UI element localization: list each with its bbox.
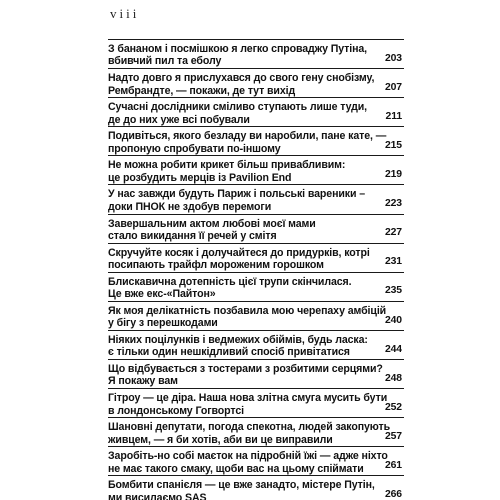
toc-entry-title-line: З бананом і посмішкою я легко спроваджу Путіна, — [108, 43, 368, 55]
toc-entry-title-line: є тільки один нешкідливий спосіб привітатися — [108, 346, 350, 359]
toc-entry-title-line: Скручуйте косяк і долучайтеся до придурків, котрі — [108, 246, 370, 259]
toc-entry-page-number: 261 — [384, 460, 402, 471]
toc-entry-title-line: Бомбити спанієля — це вже занадто, містере Путін, — [108, 479, 375, 492]
toc-entry-title-line: Як моя делікатність позбавила мою черепаху амбіцій — [108, 304, 387, 317]
toc-entry-title-line: де до них уже всі побували — [108, 113, 250, 126]
toc-entry-title-line: посипають трайфл мороженим горошком — [108, 259, 324, 272]
toc-entry-title-line: це розбудить мерців із Pavilion End — [108, 171, 292, 184]
toc-entry[interactable] — [108, 184, 404, 213]
toc-entry[interactable] — [108, 359, 404, 388]
toc-entry-title-line: Заробіть-но собі маєток на підробній їжі — адже ніхто — [108, 450, 388, 463]
toc-entry-title-line: Сучасні дослідники сміливо ступають лише туди, — [108, 101, 367, 114]
toc-entry-title-line: в лондонському Гогвортсі — [108, 404, 244, 417]
toc-entry[interactable] — [108, 475, 404, 500]
toc-entry-page-number: 227 — [384, 227, 402, 239]
toc-entry-title-line: Рембрандте, — покажи, де тут вихід — [108, 84, 296, 97]
toc-entry[interactable] — [108, 330, 404, 359]
toc-entry-title-line: Я покажу вам — [108, 375, 178, 388]
toc-entry[interactable] — [108, 155, 404, 184]
toc-entry[interactable] — [108, 68, 404, 97]
toc-entry[interactable] — [108, 126, 404, 155]
toc-entry-page-number: 257 — [384, 430, 402, 442]
toc-entry-title-line: Гітроу — це діра. Наша нова злітна смуга мусить бути — [108, 392, 388, 405]
toc-entry-page-number: 223 — [384, 198, 402, 210]
toc-entry-page-number: 203 — [384, 52, 402, 64]
toc-entry-page-number: 266 — [384, 489, 402, 500]
toc-entry-title-line: стало викидання її речей у смітя — [108, 229, 277, 242]
toc-entry[interactable] — [108, 272, 404, 301]
page-number: viii — [110, 6, 140, 21]
toc-entry-page-number: 211 — [385, 110, 402, 122]
toc-entry[interactable] — [108, 417, 404, 446]
toc-entry-page-number: 244 — [384, 343, 402, 355]
toc-entry[interactable] — [108, 388, 404, 417]
toc-entry[interactable] — [108, 97, 404, 126]
toc-entry-title-line: Завершальним актом любові моєї мами — [108, 217, 316, 230]
toc-entry-page-number: 235 — [384, 285, 402, 297]
toc-entry-title-line: ми висилаємо SAS — [108, 491, 207, 500]
toc-entry-title-line: Не можна робити крикет більш привабливим: — [108, 159, 346, 172]
toc-entry-title-line: Надто довго я прислухався до свого гену снобізму, — [108, 72, 375, 85]
toc-entry-title-line: Шановні депутати, погода спекотна, людей закопують — [108, 421, 390, 434]
toc-entry-page-number: 240 — [384, 314, 402, 326]
toc-entry-page-number: 252 — [384, 401, 402, 413]
toc-entry-page-number: 207 — [384, 81, 402, 93]
toc-entry[interactable] — [108, 214, 404, 243]
toc-entry[interactable] — [108, 243, 404, 272]
toc-entry-page-number: 231 — [384, 256, 402, 268]
toc-entry-title-line: у бігу з перешкодами — [108, 317, 218, 330]
toc-entry-title-line: У нас завжди будуть Париж і польські вареники – — [108, 188, 366, 201]
toc-entry-page-number: 215 — [384, 139, 402, 151]
toc-entry-title-line: вбивчий пил та еболу — [108, 55, 222, 68]
table-of-contents — [108, 39, 404, 500]
toc-entry-page-number: 248 — [384, 372, 402, 384]
toc-entry-title-line: Це вже екс-«Пайтон» — [108, 288, 216, 301]
toc-entry-title-line: Що відбувається з тостерами з розбитими серцями? — [108, 363, 383, 376]
toc-entry-title-line: Ніяких поцілунків і ведмежих обіймів, будь ласка: — [108, 333, 368, 346]
toc-entry-title-line: Блискавична дотепність цієї трупи скінчилася. — [108, 275, 352, 288]
toc-entry-title-line: Подивіться, якого безладу ви наробили, пане кате, — — [108, 130, 387, 143]
toc-entry[interactable] — [108, 301, 404, 330]
toc-entry[interactable] — [108, 446, 404, 475]
toc-entry-title-line: не має такого смаку, щоби вас на цьому спіймати — [108, 462, 364, 475]
toc-entry-title-line: живцем, — я би хотів, аби ви це виправили — [108, 433, 333, 446]
toc-entry-title-line: доки ПНОК не здобув перемоги — [108, 200, 272, 213]
toc-entry[interactable] — [108, 39, 404, 68]
toc-entry-page-number: 219 — [384, 169, 402, 181]
toc-entry-title-line: пропоную спробувати по-іншому — [108, 142, 281, 155]
